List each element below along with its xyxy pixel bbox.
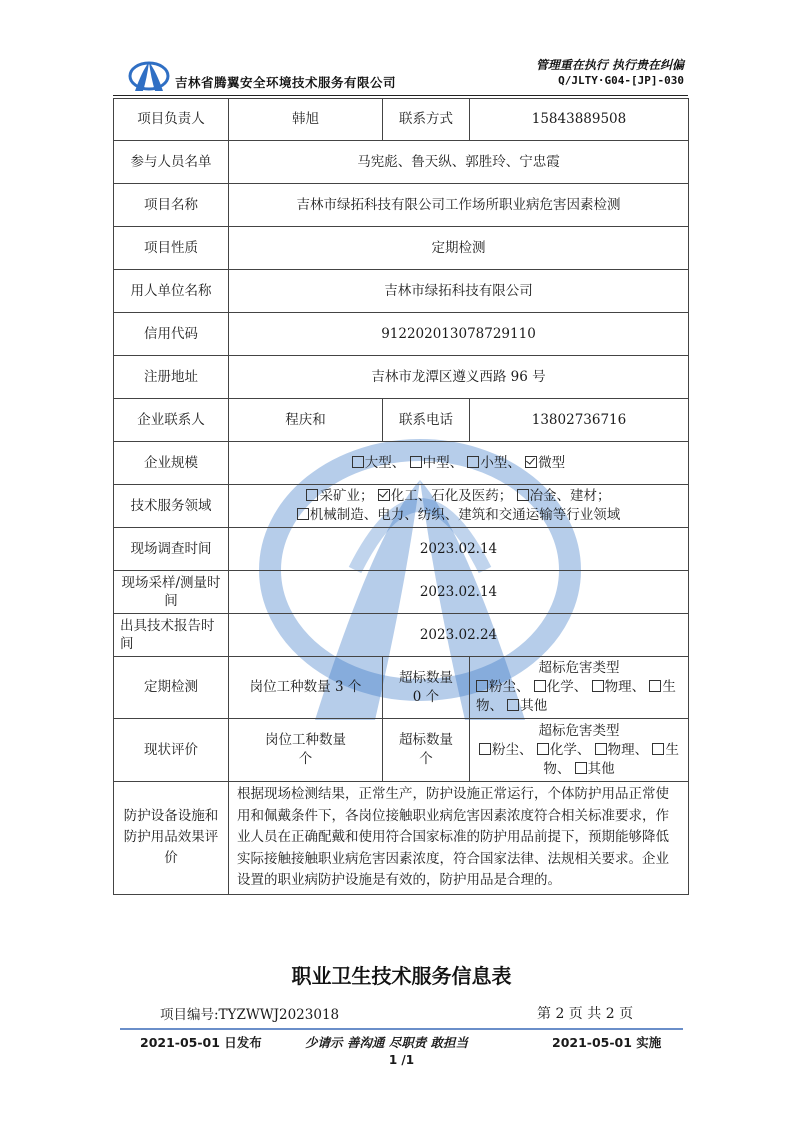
row-project-leader — [114, 99, 689, 141]
option-small: 小型、 — [480, 454, 521, 471]
value-project-leader: 韩旭 — [229, 99, 383, 141]
row-status-evaluation — [114, 719, 689, 782]
checkbox-mining[interactable] — [306, 489, 318, 501]
label-project-name: 项目名称 — [114, 184, 229, 227]
row-company-scale — [114, 442, 689, 485]
footer-divider — [120, 1028, 683, 1030]
option-biological: 生物、 — [476, 679, 676, 714]
checkbox-machinery[interactable] — [297, 508, 309, 520]
checkbox-scale-medium[interactable] — [410, 456, 422, 468]
value-periodic-exceed — [383, 657, 470, 719]
checkbox-other[interactable] — [575, 762, 587, 774]
label-credit-code: 信用代码 — [114, 313, 229, 356]
option-chemical-hazard: 化学、 — [549, 741, 591, 758]
row-project-name — [114, 184, 689, 227]
value-status-hazard — [470, 719, 689, 782]
value-participants: 马宪彪、鲁天纵、郭胜玲、宁忠霞 — [229, 141, 689, 184]
page-header — [113, 52, 688, 96]
value-report-date: 2023.02.24 — [229, 614, 689, 657]
checkbox-metallurgy[interactable] — [517, 489, 529, 501]
checkbox-other[interactable] — [507, 699, 519, 711]
row-report-date — [114, 614, 689, 657]
value-address: 吉林市龙潭区遵义西路 96 号 — [229, 356, 689, 399]
row-employer — [114, 270, 689, 313]
option-physical: 物理、 — [607, 741, 649, 758]
row-survey-date — [114, 528, 689, 571]
option-other: 其他 — [520, 698, 548, 714]
checkbox-scale-large[interactable] — [352, 456, 364, 468]
footer-issued: 2021-05-01 日发布 — [140, 1035, 262, 1050]
posts-count: 个 — [298, 751, 313, 767]
checkbox-biological[interactable] — [649, 680, 661, 692]
checkbox-chemical-hazard[interactable] — [537, 743, 549, 755]
label-periodic-test: 定期检测 — [114, 657, 229, 719]
checkbox-physical[interactable] — [595, 743, 607, 755]
value-project-nature: 定期检测 — [229, 227, 689, 270]
value-protection-evaluation: 根据现场检测结果，正常生产，防护设施正常运行，个体防护用品正常使用和佩戴条件下，各岗位接触职业病危害因素浓度符合相关标准要求，作业人员在正确配戴和使用符合国家标准的防护用品前提下，预期能够降低实际接触接触职业病危害因素浓度，符合国家法律、法规相关要求。企业设置的职业病防护设施是有效的，防护用品是合理的。 — [229, 782, 689, 895]
exceed-label: 超标数量 — [399, 669, 453, 686]
checkbox-scale-micro[interactable] — [525, 456, 537, 468]
option-physical: 物理、 — [604, 679, 646, 695]
checkbox-chemical[interactable] — [378, 489, 390, 501]
page-indicator: 第 2 页 共 2 页 — [537, 1006, 634, 1022]
footer-slogan: 少请示 善沟通 尽职责 敢担当 — [305, 1035, 469, 1050]
option-dust: 粉尘、 — [489, 679, 530, 695]
checkbox-chemical-hazard[interactable] — [534, 680, 546, 692]
label-status-evaluation: 现状评价 — [114, 719, 229, 782]
option-other: 其他 — [587, 760, 615, 777]
label-employer: 用人单位名称 — [114, 270, 229, 313]
company-name: 吉林省腾翼安全环境技术服务有限公司 — [175, 75, 397, 90]
row-address — [114, 356, 689, 399]
option-metallurgy: 冶金、建材； — [529, 488, 611, 504]
checkbox-dust[interactable] — [476, 680, 488, 692]
label-sampling-date: 现场采样/测量时间 — [114, 571, 229, 614]
option-biological: 生物、 — [543, 741, 679, 777]
label-report-date: 出具技术报告时间 — [114, 614, 229, 657]
value-project-name: 吉林市绿拓科技有限公司工作场所职业病危害因素检测 — [229, 184, 689, 227]
header-motto: 管理重在执行 执行贵在纠偏 — [535, 58, 684, 72]
hazard-type-title: 超标危害类型 — [538, 722, 620, 739]
option-mining: 采矿业； — [319, 488, 374, 504]
label-phone: 联系电话 — [383, 399, 470, 442]
value-company-contact: 程庆和 — [229, 399, 383, 442]
row-participants — [114, 141, 689, 184]
value-status-exceed — [383, 719, 470, 782]
project-number: 项目编号:TYZWWJ2023018 — [160, 1007, 340, 1023]
document-number: Q/JLTY·G04-[JP]-030 — [558, 74, 684, 87]
label-contact: 联系方式 — [383, 99, 470, 141]
label-company-scale: 企业规模 — [114, 442, 229, 485]
checkbox-dust[interactable] — [479, 743, 491, 755]
option-machinery: 机械制造、电力、纺织、建筑和交通运输等行业领域 — [309, 507, 621, 523]
checkbox-biological[interactable] — [652, 743, 664, 755]
company-logo-icon — [127, 56, 171, 94]
label-survey-date: 现场调查时间 — [114, 528, 229, 571]
label-project-nature: 项目性质 — [114, 227, 229, 270]
option-chemical-hazard: 化学、 — [546, 679, 588, 695]
value-contact: 15843889508 — [470, 99, 689, 141]
posts-label: 岗位工种数量 — [265, 732, 346, 748]
label-protection-evaluation: 防护设备设施和防护用品效果评价 — [114, 782, 229, 895]
row-project-nature — [114, 227, 689, 270]
option-chemical: 化工、石化及医药； — [390, 488, 513, 504]
form-title: 职业卫生技术服务信息表 — [291, 964, 512, 988]
value-periodic-posts: 岗位工种数量 3 个 — [229, 657, 383, 719]
value-employer: 吉林市绿拓科技有限公司 — [229, 270, 689, 313]
value-periodic-hazard — [470, 657, 689, 719]
checkbox-physical[interactable] — [592, 680, 604, 692]
row-company-contact — [114, 399, 689, 442]
value-status-posts — [229, 719, 383, 782]
header-divider — [113, 95, 688, 96]
row-protection-evaluation — [114, 782, 689, 895]
label-company-contact: 企业联系人 — [114, 399, 229, 442]
label-project-leader: 项目负责人 — [114, 99, 229, 141]
checkbox-scale-small[interactable] — [467, 456, 479, 468]
value-survey-date: 2023.02.14 — [229, 528, 689, 571]
value-service-domain — [229, 485, 689, 528]
value-company-scale — [229, 442, 689, 485]
footer-effective: 2021-05-01 实施 — [552, 1035, 662, 1050]
row-periodic-test — [114, 657, 689, 719]
option-large: 大型、 — [364, 454, 406, 471]
value-sampling-date: 2023.02.14 — [229, 571, 689, 614]
row-credit-code — [114, 313, 689, 356]
row-sampling-date — [114, 571, 689, 614]
footer-page-number: 1 /1 — [388, 1053, 415, 1067]
hazard-type-title: 超标危害类型 — [538, 660, 620, 676]
label-service-domain: 技术服务领域 — [114, 485, 229, 528]
row-service-domain — [114, 485, 689, 528]
label-address: 注册地址 — [114, 356, 229, 399]
option-medium: 中型、 — [422, 454, 464, 471]
label-participants: 参与人员名单 — [114, 141, 229, 184]
exceed-count: 0 个 — [412, 688, 440, 705]
option-micro: 微型 — [538, 454, 566, 471]
info-table — [113, 98, 689, 895]
exceed-count: 个 — [419, 751, 433, 767]
value-phone: 13802736716 — [470, 399, 689, 442]
option-dust: 粉尘、 — [492, 741, 533, 758]
exceed-label: 超标数量 — [399, 732, 453, 748]
value-credit-code: 912202013078729110 — [229, 313, 689, 356]
